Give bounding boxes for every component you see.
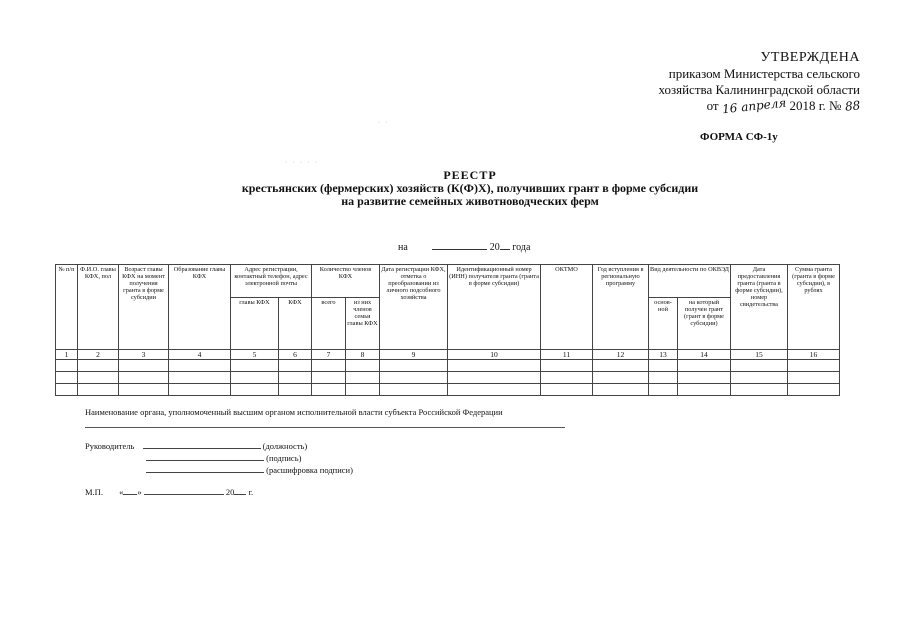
column-number: 12 [593, 350, 649, 360]
table-cell [788, 360, 840, 372]
column-number: 16 [788, 350, 840, 360]
table-cell [448, 360, 541, 372]
table-cell [312, 360, 346, 372]
header-inn: Идентификационный номер (ИНН) получателя гранта (гранта в форме субсидии) [448, 265, 541, 350]
table-cell [231, 384, 279, 396]
registry-date-line [398, 239, 530, 253]
table-cell [56, 372, 78, 384]
table-cell [731, 360, 788, 372]
column-number: 1 [56, 350, 78, 360]
table-cell [649, 372, 678, 384]
day-blank [123, 486, 137, 495]
head-signature-row [85, 440, 307, 451]
scan-artifact: · · · · · [285, 160, 319, 166]
header-grant-sum: Сумма гранта (гранта в форме субсидии), в рублях [788, 265, 840, 350]
approval-date-prefix: от [706, 98, 719, 113]
table-cell [312, 384, 346, 396]
column-number: 11 [541, 350, 593, 360]
header-num: № п/п [56, 265, 78, 350]
form-code: ФОРМА СФ-1у [700, 131, 778, 143]
table-cell [541, 360, 593, 372]
header-address: Адрес регистрации, контактный телефон, адрес электронной почты [231, 265, 312, 298]
year-blank [234, 486, 246, 495]
table-cell [231, 372, 279, 384]
table-cell [346, 360, 380, 372]
table-cell [541, 384, 593, 396]
table-cell [593, 384, 649, 396]
column-number: 7 [312, 350, 346, 360]
agency-label: Наименование органа, уполномоченный высшим органом исполнительной власти субъекта Российской Федерации [85, 407, 503, 417]
column-number: 9 [380, 350, 448, 360]
table-header-row [56, 265, 840, 298]
subheader-members-total: всего [312, 298, 346, 350]
document-title [180, 169, 760, 208]
table-cell [788, 384, 840, 396]
table-cell [279, 384, 312, 396]
table-cell [649, 384, 678, 396]
table-cell [119, 360, 169, 372]
table-cell [380, 372, 448, 384]
subheader-okved-main: основ-ной [649, 298, 678, 350]
subheader-address-kfh: КФХ [279, 298, 312, 350]
column-number-row [56, 350, 840, 360]
agency-blank-line [85, 427, 565, 428]
handwritten-number: 88 [844, 98, 861, 114]
table-cell [279, 372, 312, 384]
header-program: Год вступления в региональную программу [593, 265, 649, 350]
approval-date [620, 95, 861, 117]
table-cell [678, 360, 731, 372]
table-cell [78, 360, 119, 372]
table-cell [448, 384, 541, 396]
position-caption: (должность) [262, 441, 308, 451]
year-suffix: г. [248, 487, 254, 497]
quote-close: » [137, 487, 142, 497]
table-cell [678, 384, 731, 396]
table-cell [346, 372, 380, 384]
table-cell [169, 372, 231, 384]
decoding-row [146, 464, 353, 475]
year-prefix: 20 [225, 487, 235, 497]
table-row [56, 360, 840, 372]
column-number: 3 [119, 350, 169, 360]
header-oktmo: ОКТМО [541, 265, 593, 350]
date-prefix: на [398, 242, 408, 253]
header-members: Количество членов КФХ [312, 265, 380, 298]
table-cell [56, 360, 78, 372]
head-label: Руководитель [85, 441, 135, 451]
table-cell [731, 372, 788, 384]
column-number: 10 [448, 350, 541, 360]
stamp-date-row [85, 486, 253, 497]
table-row [56, 372, 840, 384]
signature-blank [146, 452, 264, 461]
table-cell [678, 372, 731, 384]
date-suffix: года [512, 242, 531, 253]
table-cell [169, 360, 231, 372]
table-cell [279, 360, 312, 372]
handwritten-date: 16 апреля [721, 95, 787, 117]
table-cell [78, 384, 119, 396]
table-cell [541, 372, 593, 384]
table-cell [119, 372, 169, 384]
table-cell [231, 360, 279, 372]
header-age: Возраст главы КФХ на момент получения гранта в форме субсидии [119, 265, 169, 350]
approval-title: УТВЕРЖДЕНА [760, 50, 860, 65]
header-okved: Вид деятельности по ОКВЭД [649, 265, 731, 298]
decoding-caption: (расшифровка подписи) [266, 465, 353, 475]
table-cell [312, 372, 346, 384]
table-cell [380, 360, 448, 372]
year-blank [500, 239, 510, 250]
column-number: 15 [731, 350, 788, 360]
header-grant-date: Дата предоставления гранта (гранта в форме субсидии), номер свидетельства [731, 265, 788, 350]
table-cell [346, 384, 380, 396]
table-cell [56, 384, 78, 396]
column-number: 13 [649, 350, 678, 360]
subheader-members-family: из них членов семьи главы КФХ [346, 298, 380, 350]
title-line-3: на развитие семейных животноводческих ферм [341, 194, 599, 208]
header-education: Образование главы КФХ [169, 265, 231, 350]
table-row [56, 384, 840, 396]
column-number: 2 [78, 350, 119, 360]
date-blank [432, 239, 487, 250]
title-registry: РЕЕСТР [443, 168, 497, 182]
subheader-okved-grant: на который получен грант (грант в форме субсидии) [678, 298, 731, 350]
table-cell [788, 372, 840, 384]
scan-artifact: · · [378, 120, 390, 126]
decoding-blank [146, 464, 264, 473]
date-year: 20 [489, 242, 500, 253]
table-cell [448, 372, 541, 384]
approval-line-3: хозяйства Калининградской области [658, 82, 860, 97]
column-number: 14 [678, 350, 731, 360]
quote-open: « [119, 487, 124, 497]
header-regdate: Дата регистрации КФХ, отметка о преобразовании из личного подсобного хозяйства [380, 265, 448, 350]
column-number: 8 [346, 350, 380, 360]
approval-year: 2018 г. № [789, 98, 842, 113]
column-number: 4 [169, 350, 231, 360]
subheader-address-head: главы КФХ [231, 298, 279, 350]
stamp-label: М.П. [85, 487, 103, 497]
approval-line-2: приказом Министерства сельского [668, 66, 860, 81]
header-fio: Ф.И.О. главы КФХ, пол [78, 265, 119, 350]
column-number: 6 [279, 350, 312, 360]
signature-row [146, 452, 301, 463]
column-number: 5 [231, 350, 279, 360]
table-cell [649, 360, 678, 372]
table-cell [119, 384, 169, 396]
table-cell [593, 372, 649, 384]
table-cell [731, 384, 788, 396]
approval-block [620, 50, 861, 117]
registry-table [55, 264, 840, 396]
signature-caption: (подпись) [266, 453, 302, 463]
month-blank [144, 486, 224, 495]
table-cell [593, 360, 649, 372]
title-line-2: крестьянских (фермерских) хозяйств (К(Ф)Х), получивших грант в форме субсидии [241, 181, 699, 195]
table-cell [169, 384, 231, 396]
table-cell [380, 384, 448, 396]
table-cell [78, 372, 119, 384]
position-blank [143, 440, 261, 449]
